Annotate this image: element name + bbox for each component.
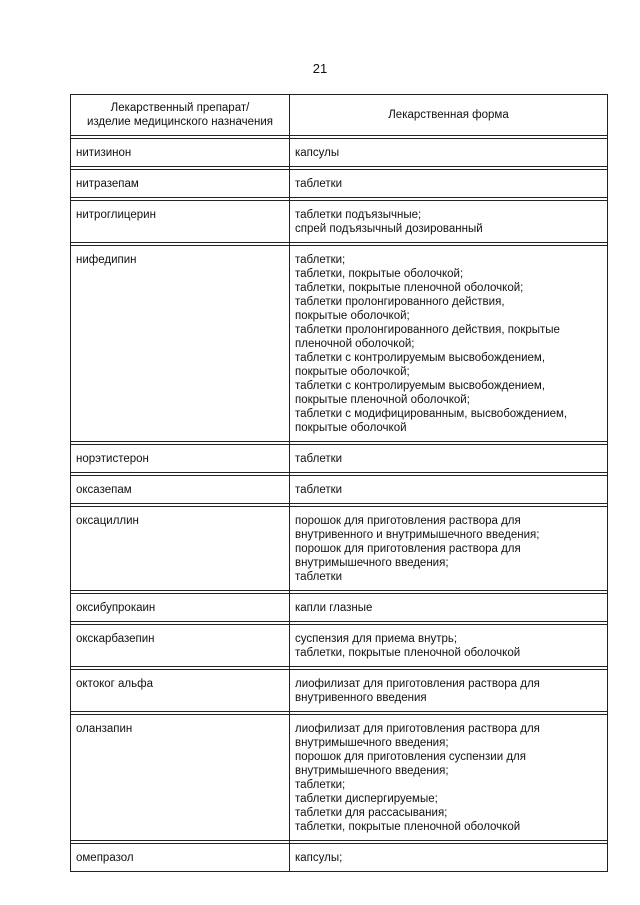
drug-name-cell: [71, 201, 290, 243]
page-number: 21: [312, 61, 328, 76]
dosage-form-line: порошок для приготовления раствора для: [295, 543, 521, 555]
drug-name: омепразол: [76, 852, 134, 864]
dosage-form-line: внутривенного и внутримышечного введения;: [295, 529, 540, 541]
table-row: [71, 201, 608, 243]
header-drug-name: [71, 95, 290, 136]
dosage-form-cell: [290, 715, 608, 841]
drug-name-cell: [71, 170, 290, 198]
dosage-form-line: спрей подъязычный дозированный: [295, 223, 483, 235]
table-header-row: [71, 95, 608, 136]
dosage-form-line: таблетки, покрытые пленочной оболочкой: [295, 647, 521, 659]
drug-name: нитразепам: [76, 178, 139, 190]
drug-table: [70, 94, 608, 872]
header-dosage-form: [290, 95, 608, 136]
dosage-form-line: таблетки;: [295, 779, 346, 791]
dosage-form-cell: [290, 476, 608, 504]
dosage-form-line: суспензия для приема внутрь;: [295, 633, 458, 645]
drug-name-cell: [71, 715, 290, 841]
dosage-form-cell: [290, 139, 608, 167]
dosage-form-cell: [290, 507, 608, 591]
drug-name: оксибупрокаин: [76, 602, 156, 614]
dosage-form-line: таблетки, покрытые пленочной оболочкой: [295, 821, 521, 833]
dosage-form-line: покрытые оболочкой: [295, 422, 407, 434]
dosage-form-line: капли глазные: [295, 602, 373, 614]
dosage-form-line: внутримышечного введения;: [295, 557, 449, 569]
dosage-form-line: порошок для приготовления раствора для: [295, 515, 521, 527]
dosage-form-line: таблетки с модифицированным, высвобождением,: [295, 408, 568, 420]
dosage-form-cell: [290, 201, 608, 243]
drug-name: норэтистерон: [76, 453, 149, 465]
table-row: [71, 594, 608, 622]
dosage-form-line: внутривенного введения: [295, 692, 427, 704]
drug-name-cell: [71, 594, 290, 622]
dosage-form-cell: [290, 670, 608, 712]
dosage-form-line: внутримышечного введения;: [295, 765, 449, 777]
dosage-form-cell: [290, 170, 608, 198]
drug-name-cell: [71, 445, 290, 473]
drug-name-cell: [71, 844, 290, 872]
dosage-form-line: покрытые оболочкой;: [295, 310, 410, 322]
drug-name-cell: [71, 246, 290, 442]
drug-name: октоког альфа: [76, 678, 153, 690]
drug-name: нифедипин: [76, 254, 137, 266]
dosage-form-line: таблетки с контролируемым высвобождением,: [295, 380, 546, 392]
table-row: [71, 715, 608, 841]
dosage-form-cell: [290, 445, 608, 473]
table-row: [71, 170, 608, 198]
dosage-form-line: таблетки пролонгированного действия,: [295, 296, 505, 308]
dosage-form-line: таблетки, покрытые оболочкой;: [295, 268, 464, 280]
dosage-form-line: порошок для приготовления суспензии для: [295, 751, 526, 763]
dosage-form-line: таблетки, покрытые пленочной оболочкой;: [295, 282, 524, 294]
dosage-form-line: таблетки для рассасывания;: [295, 807, 448, 819]
dosage-form-line: лиофилизат для приготовления раствора для: [295, 678, 540, 690]
dosage-form-line: внутримышечного введения;: [295, 737, 449, 749]
table-body: [71, 136, 608, 872]
drug-name-cell: [71, 670, 290, 712]
dosage-form-line: таблетки: [295, 571, 343, 583]
dosage-form-cell: [290, 844, 608, 872]
drug-name: оланзапин: [76, 723, 133, 735]
dosage-form-line: пленочной оболочкой;: [295, 338, 415, 350]
drug-name: нитроглицерин: [76, 209, 156, 221]
table-row: [71, 844, 608, 872]
dosage-form-cell: [290, 594, 608, 622]
drug-name: оксазепам: [76, 484, 132, 496]
drug-name-cell: [71, 507, 290, 591]
header-line: Лекарственная форма: [388, 109, 509, 121]
dosage-form-line: таблетки диспергируемые;: [295, 793, 438, 805]
drug-name-cell: [71, 625, 290, 667]
drug-name: нитизинон: [76, 147, 132, 159]
table-row: [71, 476, 608, 504]
dosage-form-line: таблетки: [295, 484, 343, 496]
header-line: Лекарственный препарат/: [110, 102, 250, 114]
dosage-form-line: капсулы;: [295, 852, 343, 864]
header-line: изделие медицинского назначения: [86, 116, 274, 128]
drug-name: оксациллин: [76, 515, 139, 527]
drug-name-cell: [71, 476, 290, 504]
dosage-form-line: покрытые оболочкой;: [295, 366, 410, 378]
table-row: [71, 507, 608, 591]
dosage-form-line: покрытые пленочной оболочкой;: [295, 394, 470, 406]
dosage-form-cell: [290, 625, 608, 667]
dosage-form-line: капсулы: [295, 147, 340, 159]
dosage-form-line: таблетки с контролируемым высвобождением,: [295, 352, 546, 364]
table-row: [71, 670, 608, 712]
drug-name-cell: [71, 139, 290, 167]
table-row: [71, 625, 608, 667]
dosage-form-line: таблетки: [295, 178, 343, 190]
table-row: [71, 445, 608, 473]
dosage-form-line: лиофилизат для приготовления раствора для: [295, 723, 540, 735]
table-row: [71, 246, 608, 442]
dosage-form-line: таблетки подъязычные;: [295, 209, 422, 221]
drug-name: окскарбазепин: [76, 633, 155, 645]
dosage-form-cell: [290, 246, 608, 442]
dosage-form-line: таблетки;: [295, 254, 346, 266]
table-row: [71, 139, 608, 167]
dosage-form-line: таблетки: [295, 453, 343, 465]
dosage-form-line: таблетки пролонгированного действия, покрытые: [295, 324, 560, 336]
